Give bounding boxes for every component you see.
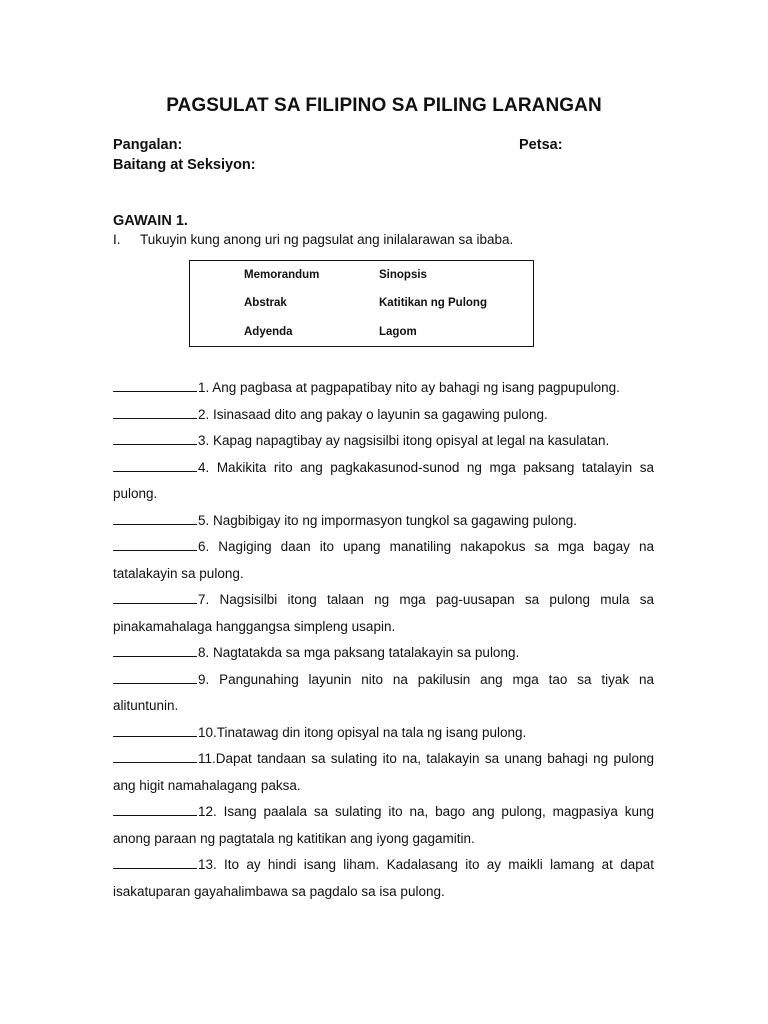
question-item xyxy=(113,455,654,508)
question-text: 2. Isinasaad dito ang pakay o layunin sa gagawing pulong. xyxy=(198,406,548,422)
choice-item: Memorandum xyxy=(244,269,320,281)
question-item xyxy=(113,667,654,720)
question-list xyxy=(113,375,654,905)
instruction-text: Tukuyin kung anong uri ng pagsulat ang inilalarawan sa ibaba. xyxy=(140,232,514,247)
answer-blank[interactable] xyxy=(113,669,197,684)
date-field-label: Petsa: xyxy=(519,137,563,153)
activity-instruction xyxy=(113,232,513,247)
question-text: 4. Makikita rito ang pagkakasunod-sunod ng mga paksang tatalayin sa pulong. xyxy=(113,459,654,501)
answer-blank[interactable] xyxy=(113,722,197,737)
question-item xyxy=(113,746,654,799)
answer-blank[interactable] xyxy=(113,430,197,445)
choice-item: Katitikan ng Pulong xyxy=(379,297,487,309)
answer-blank[interactable] xyxy=(113,536,197,551)
answer-blank[interactable] xyxy=(113,510,197,525)
answer-blank[interactable] xyxy=(113,457,197,472)
question-text: 13. Ito ay hindi isang liham. Kadalasang ito ay maikli lamang at dapat isakatuparan gayahalimbawa sa pagdalo sa isa pulong. xyxy=(113,857,654,899)
choice-item: Adyenda xyxy=(244,326,293,338)
question-item xyxy=(113,799,654,852)
question-item xyxy=(113,508,654,535)
question-text: 3. Kapag napagtibay ay nagsisilbi itong opisyal at legal na kasulatan. xyxy=(198,433,610,448)
question-item xyxy=(113,375,654,402)
answer-blank[interactable] xyxy=(113,854,197,869)
question-text: 11.Dapat tandaan sa sulating ito na, talakayin sa unang bahagi ng pulong ang higit namahalagang paksa. xyxy=(113,751,654,793)
question-text: 12. Isang paalala sa sulating ito na, bago ang pulong, magpasiya kung anong paraan ng pagtatala ng katitikan ang iyong gagamitin. xyxy=(113,804,654,846)
question-text: 5. Nagbibigay ito ng impormasyon tungkol sa gagawing pulong. xyxy=(198,512,577,528)
answer-blank[interactable] xyxy=(113,404,197,419)
grade-section-field-label: Baitang at Seksiyon: xyxy=(113,157,256,173)
answer-blank[interactable] xyxy=(113,589,197,604)
question-item xyxy=(113,534,654,587)
choices-box xyxy=(189,260,534,347)
activity-heading: GAWAIN 1. xyxy=(113,213,188,229)
question-item xyxy=(113,720,654,747)
document-title: PAGSULAT SA FILIPINO SA PILING LARANGAN xyxy=(166,95,602,116)
choice-item: Abstrak xyxy=(244,297,287,309)
answer-blank[interactable] xyxy=(113,801,197,816)
question-text: 1. Ang pagbasa at pagpapatibay nito ay bahagi ng isang pagpupulong. xyxy=(198,380,620,395)
question-item xyxy=(113,852,654,905)
choice-item: Lagom xyxy=(379,326,417,338)
question-text: 8. Nagtatakda sa mga paksang tatalakayin sa pulong. xyxy=(198,645,520,660)
name-field-label: Pangalan: xyxy=(113,137,183,153)
answer-blank[interactable] xyxy=(113,377,197,392)
question-text: 9. Pangunahing layunin nito na pakilusin ang mga tao sa tiyak na alituntunin. xyxy=(113,671,654,713)
question-item xyxy=(113,587,654,640)
answer-blank[interactable] xyxy=(113,642,197,657)
question-text: 7. Nagsisilbi itong talaan ng mga pag-uusapan sa pulong mula sa pinakamahalaga hanggangsa simpleng usapin. xyxy=(113,592,654,634)
choice-item: Sinopsis xyxy=(379,269,427,281)
question-item xyxy=(113,428,654,455)
instruction-number: I. xyxy=(113,232,121,247)
answer-blank[interactable] xyxy=(113,748,197,763)
question-text: 6. Nagiging daan ito upang manatiling nakapokus sa mga bagay na tatalakayin sa pulong. xyxy=(113,539,654,581)
question-item xyxy=(113,402,654,429)
question-text: 10.Tinatawag din itong opisyal na tala ng isang pulong. xyxy=(198,724,527,740)
question-item xyxy=(113,640,654,667)
